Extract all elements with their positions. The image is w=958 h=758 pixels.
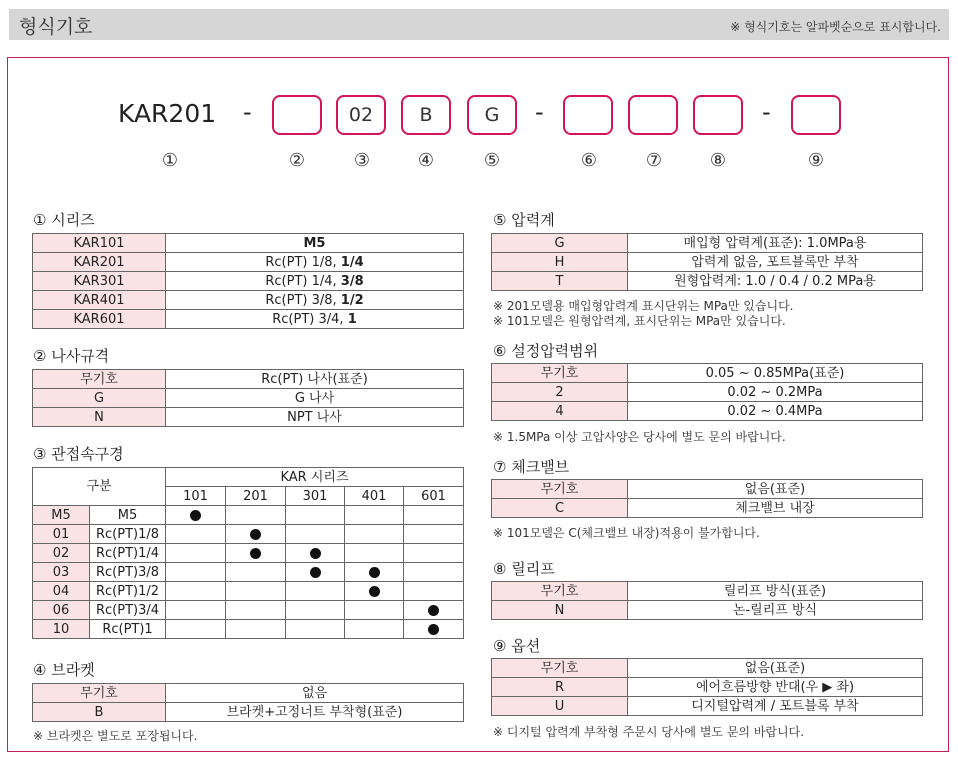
table-row: B 브라켓+고정너트 부착형(표준) bbox=[33, 703, 464, 722]
code-box-range bbox=[563, 95, 613, 135]
bracket-table bbox=[32, 683, 464, 722]
option-table bbox=[491, 658, 923, 716]
range-note: ※ 1.5MPa 이상 고압사양은 당사에 별도 문의 바랍니다. bbox=[493, 430, 786, 444]
series-title: ① 시리즈 bbox=[33, 211, 95, 229]
bracket-note: ※ 브라켓은 별도로 포장됩니다. bbox=[33, 729, 198, 743]
availability-dot bbox=[428, 605, 439, 616]
code-number-1: ① bbox=[161, 150, 179, 171]
page-header bbox=[9, 9, 949, 40]
table-row: 무기호 없음(표준) bbox=[492, 659, 923, 678]
gauge-note-2: ※ 101모델은 원형압력계, 표시단위는 MPa만 있습니다. bbox=[493, 314, 786, 328]
thread-table bbox=[32, 369, 464, 427]
table-row: 02 Rc(PT)1/4 bbox=[33, 544, 464, 563]
table-row: 06 Rc(PT)3/4 bbox=[33, 601, 464, 620]
code-number-5: ⑤ bbox=[483, 150, 501, 171]
code-dash-2: - bbox=[535, 98, 544, 126]
code-box-bracket: B bbox=[401, 95, 451, 135]
option-title: ⑨ 옵션 bbox=[493, 637, 541, 655]
model-code-prefix: KAR201 bbox=[118, 99, 217, 128]
header-note: ※ 형식기호는 알파벳순으로 표시합니다. bbox=[730, 20, 941, 34]
table-row: KAR401 Rc(PT) 3/8, 1/2 bbox=[33, 291, 464, 310]
code-number-7: ⑦ bbox=[645, 150, 663, 171]
table-row: G G 나사 bbox=[33, 389, 464, 408]
code-box-relief bbox=[693, 95, 743, 135]
availability-dot bbox=[250, 548, 261, 559]
check-note: ※ 101모델은 C(체크밸브 내장)적용이 불가합니다. bbox=[493, 526, 760, 540]
table-row: N 논-릴리프 방식 bbox=[492, 601, 923, 620]
code-number-4: ④ bbox=[417, 150, 435, 171]
code-number-6: ⑥ bbox=[580, 150, 598, 171]
table-row: KAR301 Rc(PT) 1/4, 3/8 bbox=[33, 272, 464, 291]
table-row: C 체크밸브 내장 bbox=[492, 499, 923, 518]
table-row: 무기호 Rc(PT) 나사(표준) bbox=[33, 370, 464, 389]
table-row: N NPT 나사 bbox=[33, 408, 464, 427]
option-note: ※ 디지털 압력계 부착형 주문시 당사에 별도 문의 바랍니다. bbox=[493, 725, 805, 739]
table-row: KAR601 Rc(PT) 3/4, 1 bbox=[33, 310, 464, 329]
table-row: 무기호 릴리프 방식(표준) bbox=[492, 582, 923, 601]
availability-dot bbox=[250, 529, 261, 540]
bracket-title: ④ 브라켓 bbox=[33, 661, 95, 679]
availability-dot bbox=[369, 586, 380, 597]
table-row: 무기호 없음(표준) bbox=[492, 480, 923, 499]
table-row: 무기호 없음 bbox=[33, 684, 464, 703]
table-row: 03 Rc(PT)3/8 bbox=[33, 563, 464, 582]
code-dash-3: - bbox=[762, 98, 771, 126]
table-row: KAR101 M5 bbox=[33, 234, 464, 253]
availability-dot bbox=[190, 510, 201, 521]
relief-title: ⑧ 릴리프 bbox=[493, 560, 555, 578]
code-dash-1: - bbox=[243, 98, 252, 126]
code-box-thread bbox=[272, 95, 322, 135]
availability-dot bbox=[369, 567, 380, 578]
gauge-table bbox=[491, 233, 923, 291]
gauge-title: ⑤ 압력계 bbox=[493, 211, 555, 229]
code-box-port: 02 bbox=[336, 95, 386, 135]
code-box-check bbox=[628, 95, 678, 135]
code-number-2: ② bbox=[288, 150, 306, 171]
table-row: R 에어흐름방향 반대(우 ▶ 좌) bbox=[492, 678, 923, 697]
table-row: U 디지털압력계 / 포트블록 부착 bbox=[492, 697, 923, 716]
table-row: G 매입형 압력계(표준): 1.0MPa용 bbox=[492, 234, 923, 253]
port-table: 구분 KAR 시리즈 101 201 301 401 601 M5 M5 01 Rc(PT)1/8 02 Rc(PT)1/4 03 Rc(PT)3/8 04 Rc(PT)1/2 06 Rc(PT)3/4 10 Rc(PT)1 bbox=[32, 467, 464, 639]
thread-title: ② 나사규격 bbox=[33, 347, 110, 365]
range-table bbox=[491, 363, 923, 421]
table-row: 2 0.02 ~ 0.2MPa bbox=[492, 383, 923, 402]
port-title: ③ 관접속구경 bbox=[33, 445, 124, 463]
table-row: H 압력계 없음, 포트블록만 부착 bbox=[492, 253, 923, 272]
code-number-9: ⑨ bbox=[807, 150, 825, 171]
gauge-note-1: ※ 201모델용 매입형압력계 표시단위는 MPa만 있습니다. bbox=[493, 299, 794, 313]
page-title: 형식기호 bbox=[19, 16, 93, 38]
table-row: 10 Rc(PT)1 bbox=[33, 620, 464, 639]
table-row: M5 M5 bbox=[33, 506, 464, 525]
range-title: ⑥ 설정압력범위 bbox=[493, 342, 599, 360]
availability-dot bbox=[310, 548, 321, 559]
code-box-option bbox=[791, 95, 841, 135]
relief-table bbox=[491, 581, 923, 620]
table-row: T 원형압력계: 1.0 / 0.4 / 0.2 MPa용 bbox=[492, 272, 923, 291]
table-row: 4 0.02 ~ 0.4MPa bbox=[492, 402, 923, 421]
code-number-8: ⑧ bbox=[709, 150, 727, 171]
check-title: ⑦ 체크밸브 bbox=[493, 458, 570, 476]
availability-dot bbox=[310, 567, 321, 578]
availability-dot bbox=[428, 624, 439, 635]
table-row: 무기호 0.05 ~ 0.85MPa(표준) bbox=[492, 364, 923, 383]
code-box-gauge: G bbox=[467, 95, 517, 135]
code-number-3: ③ bbox=[353, 150, 371, 171]
series-table bbox=[32, 233, 464, 329]
table-row: 01 Rc(PT)1/8 bbox=[33, 525, 464, 544]
check-table bbox=[491, 479, 923, 518]
table-row: 04 Rc(PT)1/2 bbox=[33, 582, 464, 601]
table-row: KAR201 Rc(PT) 1/8, 1/4 bbox=[33, 253, 464, 272]
